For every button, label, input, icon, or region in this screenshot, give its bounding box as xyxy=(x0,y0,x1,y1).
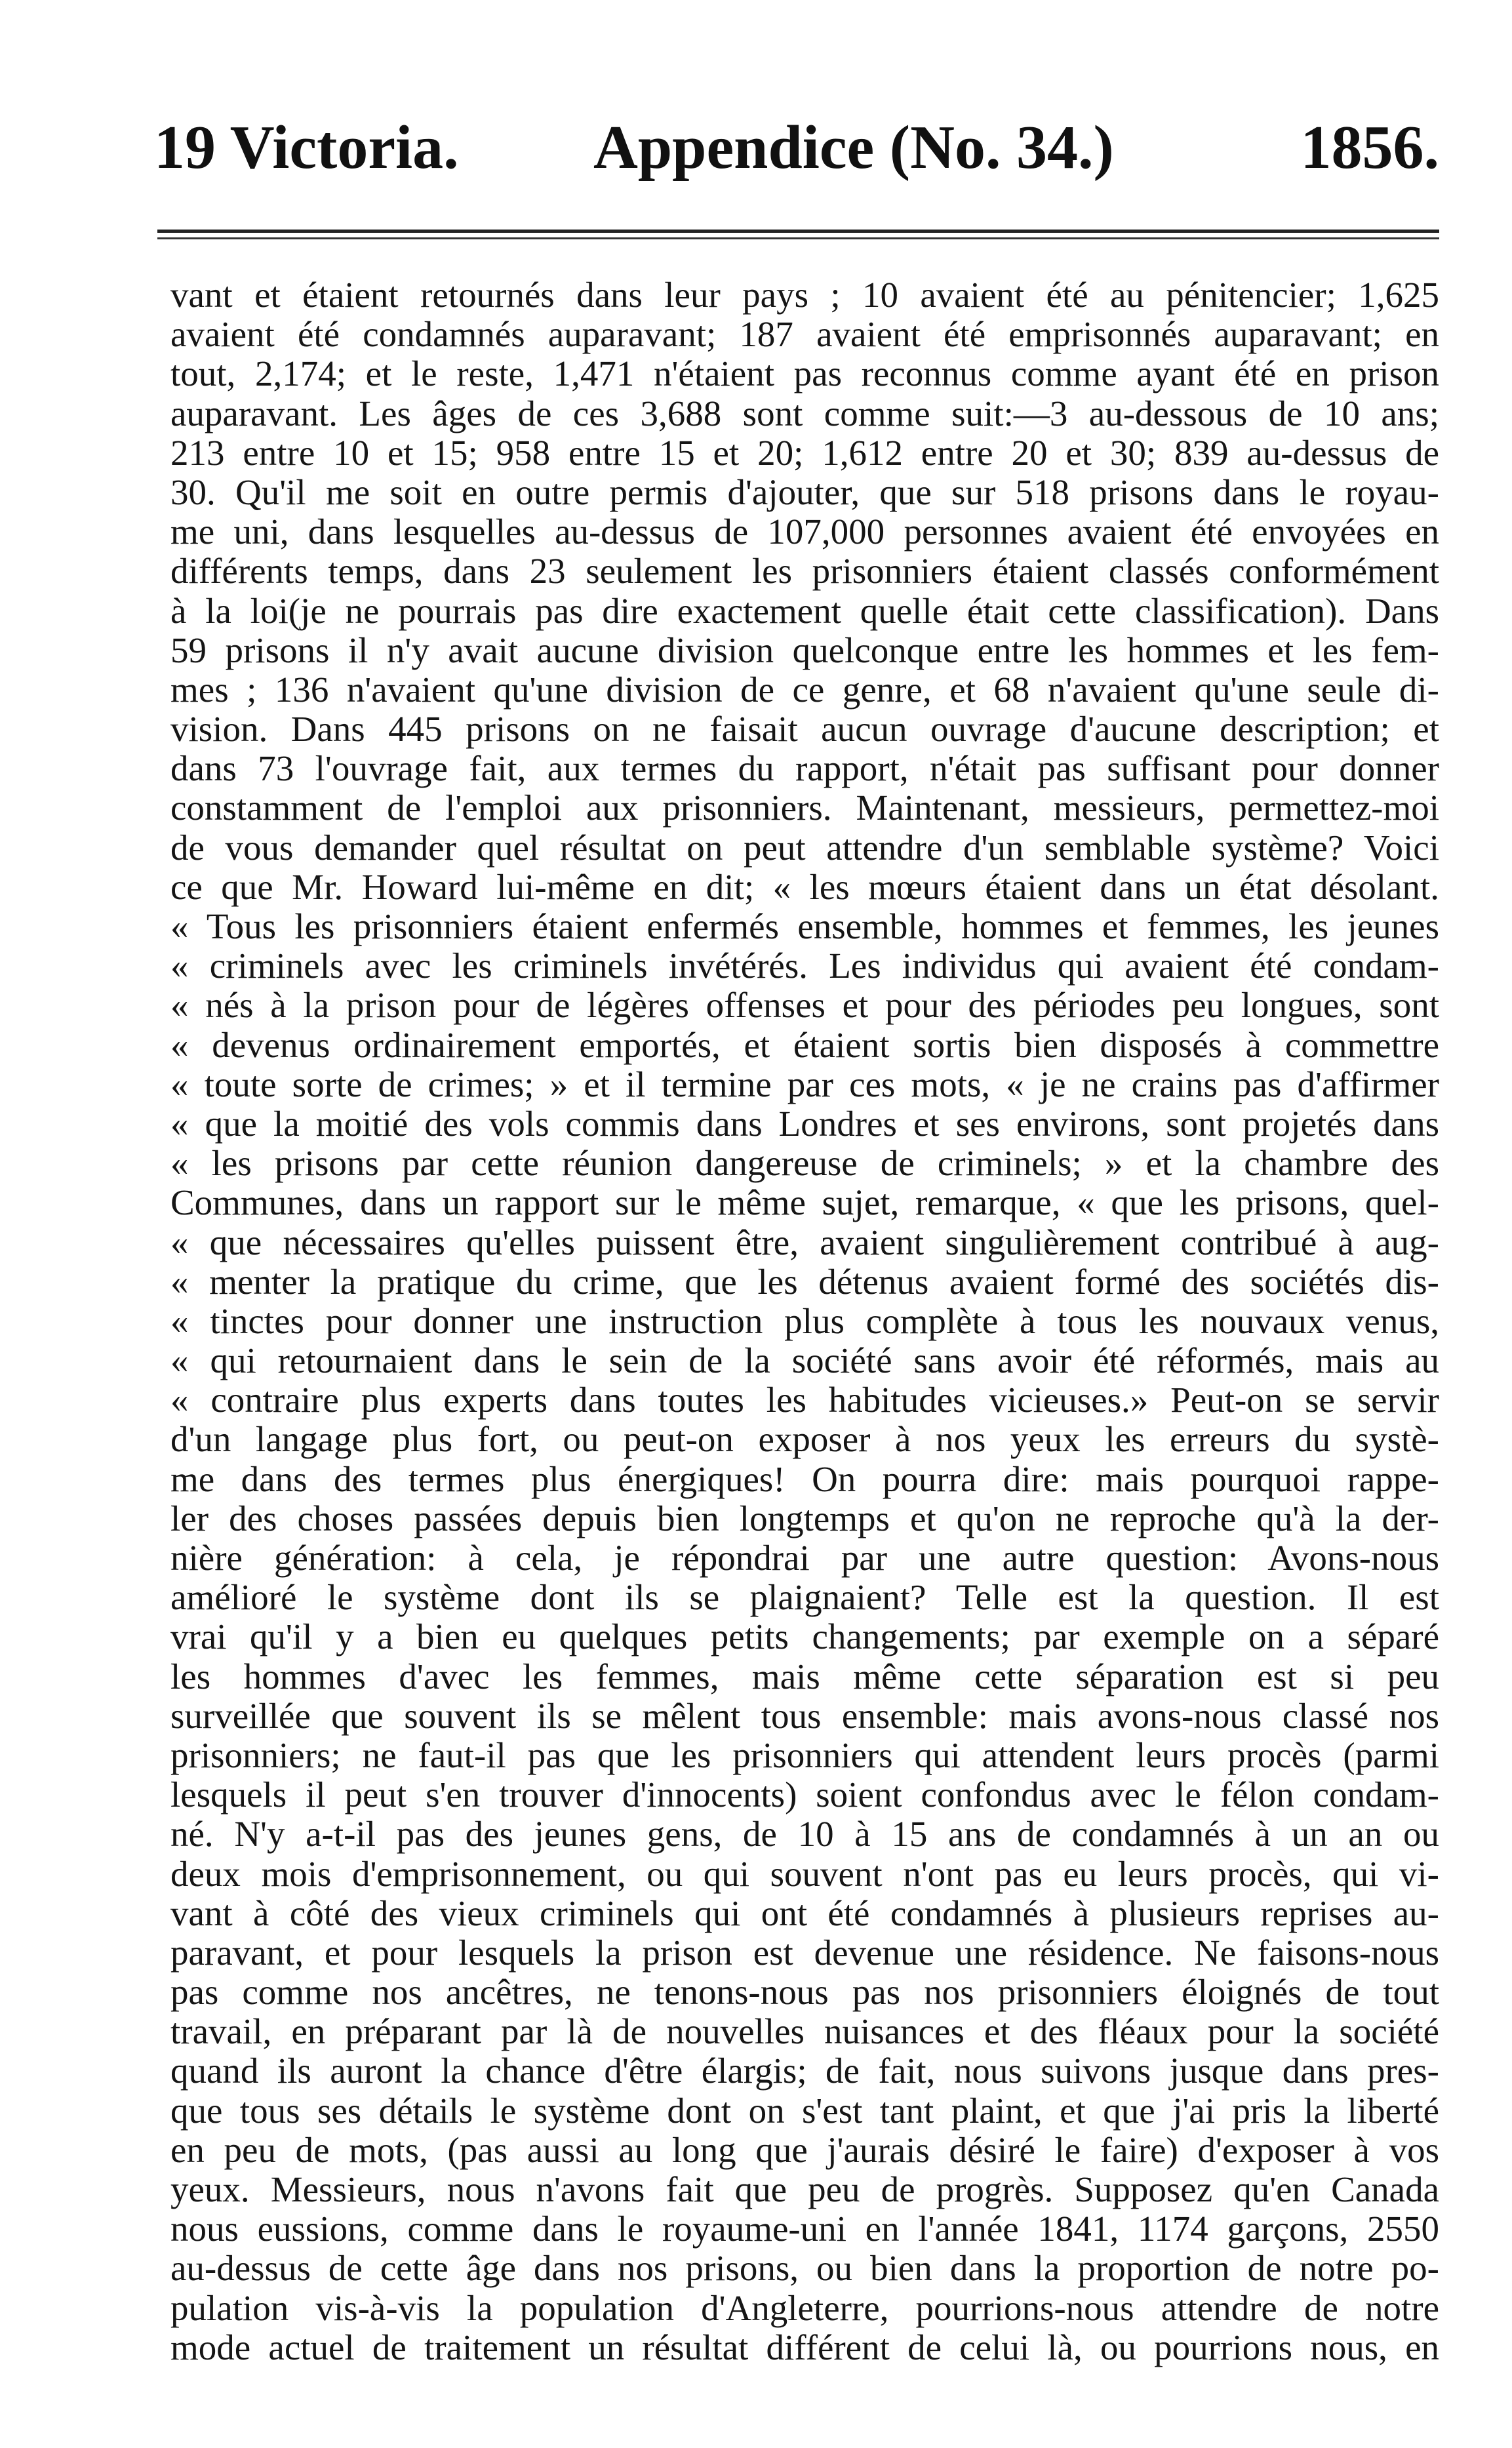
text-line: deux mois d'emprisonnement, ou qui souvent n'ont pas eu leurs procès, qui vi- xyxy=(170,1853,1439,1894)
text-line: 30. Qu'il me soit en outre permis d'ajouter, que sur 518 prisons dans le royau- xyxy=(170,472,1439,512)
text-line: ce que Mr. Howard lui-même en dit; « les mœurs étaient dans un état désolant. xyxy=(170,866,1439,907)
text-line: « que nécessaires qu'elles puissent être, avaient singulièrement contribué à aug- xyxy=(170,1222,1439,1262)
text-line: au-dessus de cette âge dans nos prisons, ou bien dans la proportion de notre po- xyxy=(170,2248,1439,2289)
text-line: pulation vis-à-vis la population d'Angleterre, pourrions-nous attendre de notre xyxy=(170,2287,1439,2328)
text-line: mes ; 136 n'avaient qu'une division de ce genre, et 68 n'avaient qu'une seule di- xyxy=(170,669,1439,710)
header-appendix-title: Appendice (No. 34.) xyxy=(593,113,1114,182)
text-line: tout, 2,174; et le reste, 1,471 n'étaient pas reconnus comme ayant été en prison xyxy=(170,353,1439,394)
header-session: 19 Victoria. xyxy=(154,113,459,182)
body-text xyxy=(170,275,1439,2367)
text-line: avaient été condamnés auparavant; 187 avaient été emprisonnés auparavant; en xyxy=(170,314,1439,355)
text-line: « menter la pratique du crime, que les détenus avaient formé des sociétés dis- xyxy=(170,1261,1439,1302)
text-line: « que la moitié des vols commis dans Londres et ses environs, sont projetés dans xyxy=(170,1103,1439,1144)
text-line: dans 73 l'ouvrage fait, aux termes du rapport, n'était pas suffisant pour donner xyxy=(170,748,1439,789)
text-line: né. N'y a-t-il pas des jeunes gens, de 10 à 15 ans de condamnés à un an ou xyxy=(170,1814,1439,1855)
text-line: 59 prisons il n'y avait aucune division quelconque entre les hommes et les fem- xyxy=(170,630,1439,670)
text-line: amélioré le système dont ils se plaignaient? Telle est la question. Il est xyxy=(170,1577,1439,1618)
text-line: quand ils auront la chance d'être élargis; de fait, nous suivons jusque dans pres- xyxy=(170,2051,1439,2091)
text-line: « contraire plus experts dans toutes les habitudes vicieuses.» Peut-on se servir xyxy=(170,1380,1439,1420)
text-line: lesquels il peut s'en trouver d'innocents) soient confondus avec le félon condam- xyxy=(170,1775,1439,1815)
text-line: 213 entre 10 et 15; 958 entre 15 et 20; 1,612 entre 20 et 30; 839 au-dessus de xyxy=(170,432,1439,473)
text-line: « tinctes pour donner une instruction plus complète à tous les nouvaux venus, xyxy=(170,1300,1439,1341)
text-line: « les prisons par cette réunion dangereuse de criminels; » et la chambre des xyxy=(170,1143,1439,1184)
text-line: me dans des termes plus énergiques! On pourra dire: mais pourquoi rappe- xyxy=(170,1458,1439,1499)
text-line: vant à côté des vieux criminels qui ont été condamnés à plusieurs reprises au- xyxy=(170,1893,1439,1933)
text-line: « toute sorte de crimes; » et il termine par ces mots, « je ne crains pas d'affirmer xyxy=(170,1064,1439,1104)
text-line: en peu de mots, (pas aussi au long que j'aurais désiré le faire) d'exposer à vos xyxy=(170,2129,1439,2170)
text-line: de vous demander quel résultat on peut attendre d'un semblable système? Voici xyxy=(170,827,1439,868)
text-line: mode actuel de traitement un résultat différent de celui là, ou pourrions nous, en xyxy=(170,2327,1439,2367)
text-line: à la loi(je ne pourrais pas dire exactement quelle était cette classification). Dans xyxy=(170,590,1439,631)
header-rule-thick xyxy=(157,230,1439,233)
text-line: Communes, dans un rapport sur le même sujet, remarque, « que les prisons, quel- xyxy=(170,1182,1439,1223)
text-line: nière génération: à cela, je répondrai par une autre question: Avons-nous xyxy=(170,1538,1439,1578)
text-line: auparavant. Les âges de ces 3,688 sont comme suit:—3 au-dessous de 10 ans; xyxy=(170,393,1439,433)
text-line: paravant, et pour lesquels la prison est devenue une résidence. Ne faisons-nous xyxy=(170,1932,1439,1973)
running-head xyxy=(154,111,1439,184)
text-line: « qui retournaient dans le sein de la société sans avoir été réformés, mais au xyxy=(170,1340,1439,1381)
text-line: constamment de l'emploi aux prisonniers. Maintenant, messieurs, permettez-moi xyxy=(170,788,1439,828)
text-line: vrai qu'il y a bien eu quelques petits changements; par exemple on a séparé xyxy=(170,1616,1439,1657)
text-line: vision. Dans 445 prisons on ne faisait aucun ouvrage d'aucune description; et xyxy=(170,709,1439,750)
text-line: nous eussions, comme dans le royaume-uni en l'année 1841, 1174 garçons, 2550 xyxy=(170,2209,1439,2249)
text-line: prisonniers; ne faut-il pas que les prisonniers qui attendent leurs procès (parmi xyxy=(170,1735,1439,1775)
text-line: ler des choses passées depuis bien longtemps et qu'on ne reproche qu'à la der- xyxy=(170,1498,1439,1538)
text-line: vant et étaient retournés dans leur pays ; 10 avaient été au pénitencier; 1,625 xyxy=(170,275,1439,315)
text-line: « nés à la prison pour de légères offenses et pour des périodes peu longues, sont xyxy=(170,985,1439,1026)
text-line: d'un langage plus fort, ou peut-on exposer à nos yeux les erreurs du systè- xyxy=(170,1419,1439,1460)
text-line: différents temps, dans 23 seulement les prisonniers étaient classés conformément xyxy=(170,551,1439,592)
text-line: « devenus ordinairement emportés, et étaient sortis bien disposés à commettre xyxy=(170,1024,1439,1065)
text-line: me uni, dans lesquelles au-dessus de 107,000 personnes avaient été envoyées en xyxy=(170,512,1439,552)
header-rule-thin xyxy=(157,237,1439,239)
text-line: pas comme nos ancêtres, ne tenons-nous pas nos prisonniers éloignés de tout xyxy=(170,1972,1439,2013)
text-line: les hommes d'avec les femmes, mais même cette séparation est si peu xyxy=(170,1656,1439,1696)
header-year: 1856. xyxy=(1300,113,1439,182)
text-line: que tous ses détails le système dont on s'est tant plaint, et que j'ai pris la liberté xyxy=(170,2090,1439,2131)
text-line: travail, en préparant par là de nouvelles nuisances et des fléaux pour la société xyxy=(170,2011,1439,2052)
text-line: surveillée que souvent ils se mêlent tous ensemble: mais avons-nous classé nos xyxy=(170,1695,1439,1736)
text-line: « criminels avec les criminels invétérés. Les individus qui avaient été condam- xyxy=(170,946,1439,986)
text-line: « Tous les prisonniers étaient enfermés ensemble, hommes et femmes, les jeunes xyxy=(170,906,1439,946)
text-line: yeux. Messieurs, nous n'avons fait que peu de progrès. Supposez qu'en Canada xyxy=(170,2169,1439,2209)
